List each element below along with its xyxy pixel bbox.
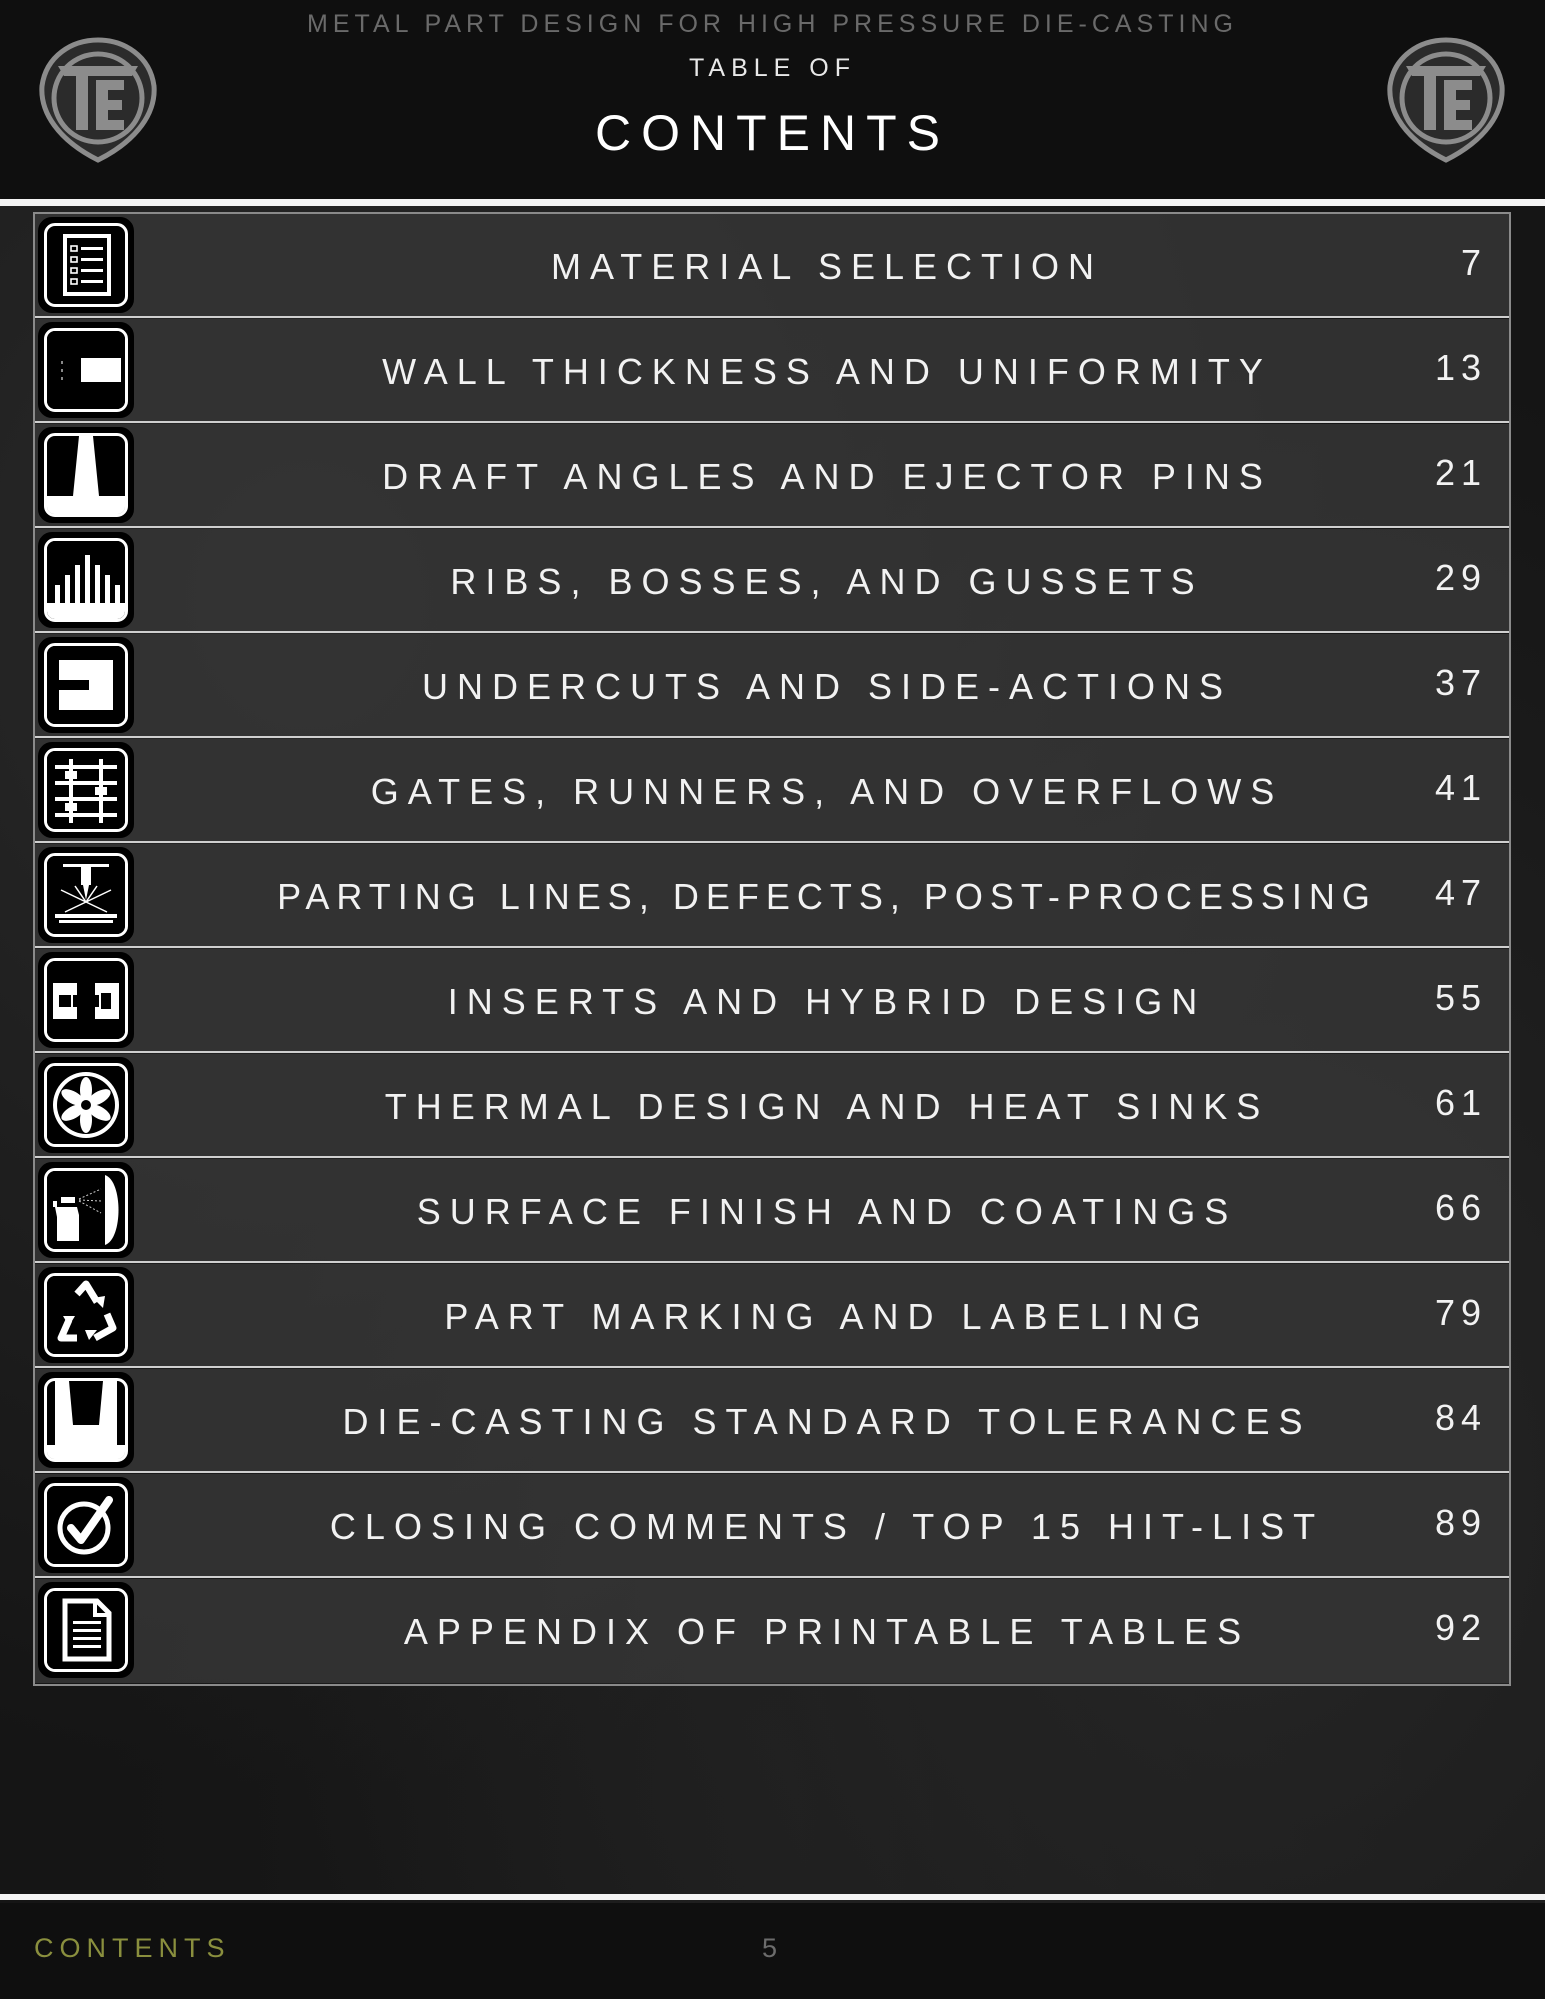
- page-header: [0, 0, 1545, 200]
- toc-entry-page: 47: [1434, 872, 1487, 913]
- toc-entry-page: 13: [1434, 347, 1487, 388]
- toc-row[interactable]: [35, 1369, 1509, 1473]
- toc-entry-title: UNDERCUTS AND SIDE-ACTIONS: [421, 666, 1233, 707]
- header-divider: [0, 199, 1545, 206]
- toc-entry-title: DIE-CASTING STANDARD TOLERANCES: [342, 1401, 1312, 1442]
- toc-entry-page: 66: [1434, 1187, 1487, 1228]
- draft-angle-icon: [47, 436, 125, 514]
- toc-entry-title: SURFACE FINISH AND COATINGS: [416, 1191, 1238, 1232]
- toc-entry-page: 61: [1434, 1082, 1487, 1123]
- toc-row[interactable]: [35, 1474, 1509, 1578]
- footer-page-number: 5: [762, 1933, 778, 1963]
- tolerance-block-icon: [47, 1381, 125, 1459]
- toc-entry-page: 29: [1434, 557, 1487, 598]
- toc-entry-page: 92: [1434, 1607, 1487, 1648]
- toc-entry-title: WALL THICKNESS AND UNIFORMITY: [382, 351, 1272, 392]
- page-title: CONTENTS: [595, 105, 950, 161]
- toc-entry-page: 84: [1434, 1397, 1487, 1438]
- page-footer: [0, 1903, 1545, 1999]
- toc-entry-title: RIBS, BOSSES, AND GUSSETS: [450, 561, 1204, 602]
- toc-row[interactable]: [35, 1159, 1509, 1263]
- runner-system-icon: [47, 751, 125, 829]
- toc-entry-page: 55: [1434, 977, 1487, 1018]
- recycle-icon: [47, 1276, 125, 1354]
- toc-entry-title: CLOSING COMMENTS / TOP 15 HIT-LIST: [329, 1506, 1325, 1547]
- toc-list: [33, 212, 1511, 1686]
- te-shield-logo-icon: [1384, 36, 1508, 164]
- insert-icon: [47, 961, 125, 1039]
- toc-entry-page: 7: [1460, 242, 1487, 283]
- toc-row[interactable]: [35, 739, 1509, 843]
- fan-icon: [47, 1066, 125, 1144]
- toc-entry-page: 89: [1434, 1502, 1487, 1543]
- ribs-icon: [47, 541, 125, 619]
- toc-row[interactable]: [35, 1054, 1509, 1158]
- toc-row[interactable]: [35, 424, 1509, 528]
- toc-entry-title: MATERIAL SELECTION: [550, 246, 1104, 287]
- document-icon: [47, 1591, 125, 1669]
- checkmark-icon: [47, 1486, 125, 1564]
- toc-entry-title: THERMAL DESIGN AND HEAT SINKS: [384, 1086, 1270, 1127]
- toc-row[interactable]: [35, 214, 1509, 318]
- footer-divider: [0, 1894, 1545, 1900]
- toc-entry-title: INSERTS AND HYBRID DESIGN: [447, 981, 1207, 1022]
- toc-entry-title: APPENDIX OF PRINTABLE TABLES: [403, 1611, 1251, 1652]
- toc-entry-page: 37: [1434, 662, 1487, 703]
- toc-row[interactable]: [35, 949, 1509, 1053]
- toc-row[interactable]: [35, 1264, 1509, 1368]
- toc-entry-page: 21: [1434, 452, 1487, 493]
- toc-entry-title: PART MARKING AND LABELING: [444, 1296, 1210, 1337]
- toc-entry-page: 41: [1434, 767, 1487, 808]
- book-title: METAL PART DESIGN FOR HIGH PRESSURE DIE-CASTING: [307, 10, 1238, 38]
- te-shield-logo-icon: [36, 36, 160, 164]
- machining-icon: [47, 856, 125, 934]
- toc-row[interactable]: [35, 1579, 1509, 1683]
- toc-entry-title: GATES, RUNNERS, AND OVERFLOWS: [370, 771, 1284, 812]
- wall-section-icon: [47, 331, 125, 409]
- spray-bottle-icon: [47, 1171, 125, 1249]
- toc-entry-title: DRAFT ANGLES AND EJECTOR PINS: [382, 456, 1272, 497]
- toc-row[interactable]: [35, 634, 1509, 738]
- checklist-icon: [47, 226, 125, 304]
- footer-section-label: CONTENTS: [34, 1933, 231, 1963]
- undercut-icon: [47, 646, 125, 724]
- toc-row[interactable]: [35, 529, 1509, 633]
- toc-entry-page: 79: [1434, 1292, 1487, 1333]
- toc-row[interactable]: [35, 319, 1509, 423]
- toc-row[interactable]: [35, 844, 1509, 948]
- toc-kicker: TABLE OF: [688, 54, 856, 82]
- toc-entry-title: PARTING LINES, DEFECTS, POST-PROCESSING: [277, 876, 1377, 917]
